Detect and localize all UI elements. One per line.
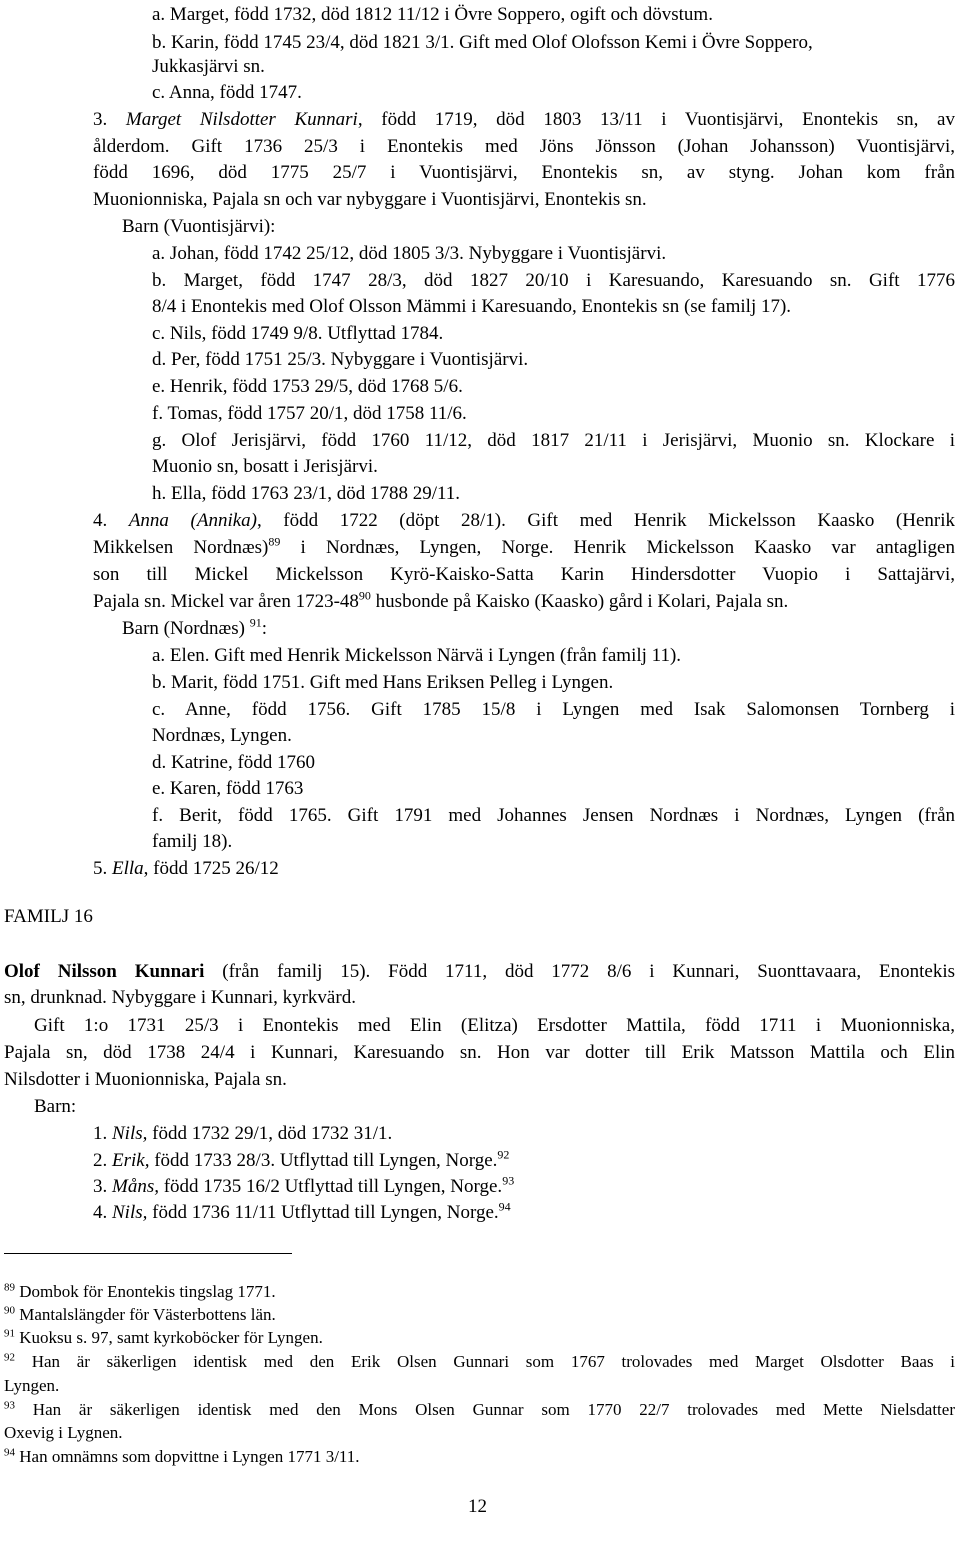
text-line xyxy=(34,1094,76,1120)
text-span: Kuoksu s. 97, samt kyrkoböcker för Lyngen. xyxy=(15,1328,323,1347)
footnote-marker: 93 xyxy=(502,1173,515,1188)
text-span: född 1736 11/11 Utflyttad till Lyngen, Norge. xyxy=(147,1202,499,1223)
text-line xyxy=(93,589,788,615)
text-span: h. Ella, född 1763 23/1, död 1788 29/11. xyxy=(152,483,461,504)
text-span: Muonio sn, bosatt i Jerisjärvi. xyxy=(152,456,378,477)
text-span: c. Nils, född 1749 9/8. Utflyttad 1784. xyxy=(152,323,444,344)
text-span: b. Marget, född 1747 28/3, död 1827 20/10 i Karesuando, Karesuando sn. Gift 1776 xyxy=(152,270,955,291)
text-span: Nils, xyxy=(112,1123,148,1144)
text-line xyxy=(93,1200,511,1226)
text-line xyxy=(152,803,955,829)
text-span: Han är säkerligen identisk med den Erik Olsen Gunnari som 1767 trolovades med Marget Olsdotter Baas i xyxy=(15,1352,955,1371)
text-span: Lyngen. xyxy=(4,1376,60,1395)
text-line xyxy=(93,187,647,213)
text-span: född 1735 16/2 Utflyttad till Lyngen, Norge. xyxy=(158,1176,503,1197)
footnote-marker: 91 xyxy=(249,615,262,630)
text-line xyxy=(4,959,955,985)
footnote-marker: 94 xyxy=(4,1446,15,1459)
text-line xyxy=(152,347,528,373)
footnote-line xyxy=(4,1399,955,1421)
text-span: Marget Nilsdotter Kunnari xyxy=(125,109,358,130)
text-span: Nils, xyxy=(112,1202,148,1223)
footnote-line xyxy=(4,1375,59,1397)
text-line xyxy=(152,670,613,696)
text-span: Jukkasjärvi sn. xyxy=(152,56,265,77)
footnote-marker: 90 xyxy=(4,1304,15,1317)
text-span: Han är säkerligen identisk med den Mons Olsen Gunnar som 1770 22/7 trolovades med Mette Nielsdatter xyxy=(15,1400,955,1419)
text-line xyxy=(93,1174,514,1200)
text-span: Barn (Vuontisjärvi): xyxy=(122,216,276,237)
text-span: familj 18). xyxy=(152,831,233,852)
text-span: Måns, xyxy=(112,1176,159,1197)
footnote-line xyxy=(4,1281,276,1303)
text-span: Nordnæs, Lyngen. xyxy=(152,725,292,746)
text-line xyxy=(152,294,791,320)
text-span: 2. xyxy=(93,1150,112,1171)
text-line xyxy=(152,454,378,480)
text-span: son till Mickel Mickelsson Kyrö-Kaisko-Satta Karin Hindersdotter Vuopio i Sattajärvi, xyxy=(93,564,955,585)
text-span: sn, drunknad. Nybyggare i Kunnari, kyrkvärd. xyxy=(4,987,356,1008)
text-span: 3. xyxy=(93,109,126,130)
text-line xyxy=(122,616,267,642)
text-span: , född 1722 (döpt 28/1). Gift med Henrik Mickelsson Kaasko (Henrik xyxy=(256,510,956,531)
text-span: c. Anne, född 1756. Gift 1785 15/8 i Lyngen med Isak Salomonsen Tornberg i xyxy=(152,699,955,720)
text-span: född 1733 28/3. Utflyttad till Lyngen, Norge. xyxy=(149,1150,498,1171)
text-line xyxy=(152,829,232,855)
text-line xyxy=(152,54,265,80)
text-span: f. Berit, född 1765. Gift 1791 med Johannes Jensen Nordnæs i Nordnæs, Lyngen (från xyxy=(152,805,955,826)
text-span: b. Karin, född 1745 23/4, död 1821 3/1. Gift med Olof Olofsson Kemi i Övre Soppero, xyxy=(152,32,813,53)
text-line xyxy=(152,481,460,507)
footnote-line xyxy=(4,1304,276,1326)
text-span: d. Katrine, född 1760 xyxy=(152,752,316,773)
text-line xyxy=(93,107,955,133)
text-line xyxy=(152,697,955,723)
footnote-marker: 93 xyxy=(4,1399,15,1412)
text-span: Dombok för Enontekis tingslag 1771. xyxy=(15,1282,276,1301)
text-line xyxy=(152,2,713,28)
text-span: e. Karen, född 1763 xyxy=(152,778,304,799)
text-span: a. Marget, född 1732, död 1812 11/12 i Övre Soppero, ogift och dövstum. xyxy=(152,4,713,25)
text-line xyxy=(152,268,955,294)
text-span: Mikkelsen Nordnæs) xyxy=(93,537,269,558)
text-line xyxy=(93,508,955,534)
text-span: e. Henrik, född 1753 29/5, död 1768 5/6. xyxy=(152,376,463,397)
text-span: Nilsdotter i Muonionniska, Pajala sn. xyxy=(4,1069,287,1090)
text-span: : xyxy=(261,618,267,639)
text-line xyxy=(152,241,666,267)
text-line xyxy=(152,321,443,347)
text-line xyxy=(152,401,467,427)
text-line xyxy=(4,1040,955,1066)
text-span: f. Tomas, född 1757 20/1, död 1758 11/6. xyxy=(152,403,467,424)
footnote-line xyxy=(4,1327,323,1349)
text-span: 3. xyxy=(93,1176,112,1197)
text-span: 1. xyxy=(93,1123,112,1144)
text-line xyxy=(152,776,303,802)
text-span: (från familj 15). Född 1711, död 1772 8/6 i Kunnari, Suonttavaara, Enontekis xyxy=(204,961,955,982)
text-span: , född 1725 26/12 xyxy=(143,858,279,879)
footnote-marker: 89 xyxy=(268,534,281,549)
text-line xyxy=(152,80,302,106)
text-span: Erik, xyxy=(112,1150,150,1171)
text-span: Barn: xyxy=(34,1096,77,1117)
text-span: Anna (Annika) xyxy=(128,510,257,531)
text-span: , född 1719, död 1803 13/11 i Vuontisjärvi, Enontekis sn, av xyxy=(357,109,955,130)
family-heading: FAMILJ 16 xyxy=(4,906,93,927)
footnote-marker: 94 xyxy=(498,1199,511,1214)
text-line xyxy=(152,723,292,749)
footnote-marker: 92 xyxy=(497,1147,510,1162)
text-span: g. Olof Jerisjärvi, född 1760 11/12, död 1817 21/11 i Jerisjärvi, Muonio sn. Klockare i xyxy=(152,430,955,451)
text-span: Gift 1:o 1731 25/3 i Enontekis med Elin (Elitza) Ersdotter Mattila, född 1711 i Muonionniska, xyxy=(34,1015,955,1036)
text-line xyxy=(4,985,356,1011)
text-span: Pajala sn. Mickel var åren 1723-48 xyxy=(93,591,359,612)
text-line xyxy=(152,643,681,669)
text-span: 8/4 i Enontekis med Olof Olsson Mämmi i Karesuando, Enontekis sn (se familj 17). xyxy=(152,296,792,317)
text-line xyxy=(93,535,955,561)
text-line xyxy=(93,160,955,186)
text-span: Mantalslängder för Västerbottens län. xyxy=(15,1305,276,1324)
text-line xyxy=(93,856,279,882)
text-span: Muonionniska, Pajala sn och var nybyggare i Vuontisjärvi, Enontekis sn. xyxy=(93,189,647,210)
text-span: 4. xyxy=(93,1202,112,1223)
text-span: d. Per, född 1751 25/3. Nybyggare i Vuontisjärvi. xyxy=(152,349,529,370)
text-line xyxy=(93,562,955,588)
page-number: 12 xyxy=(468,1496,487,1517)
footnote-marker: 91 xyxy=(4,1327,15,1340)
text-line xyxy=(152,30,813,56)
text-span: född 1696, död 1775 25/7 i Vuontisjärvi, Enontekis sn, av styng. Johan kom från xyxy=(93,162,955,183)
footnote-line xyxy=(4,1422,123,1444)
footnote-line xyxy=(4,1446,360,1468)
text-span: ålderdom. Gift 1736 25/3 i Enontekis med Jöns Jönsson (Johan Johansson) Vuontisjärvi, xyxy=(93,136,955,157)
text-line xyxy=(34,1013,955,1039)
text-span: a. Johan, född 1742 25/12, död 1805 3/3. Nybyggare i Vuontisjärvi. xyxy=(152,243,667,264)
text-span: 4. xyxy=(93,510,129,531)
text-span: c. Anna, född 1747. xyxy=(152,82,302,103)
footnote-marker: 92 xyxy=(4,1351,15,1364)
text-span: 5. xyxy=(93,858,112,879)
text-line xyxy=(93,1148,509,1174)
text-line xyxy=(93,1121,392,1147)
text-line xyxy=(4,1067,287,1093)
footnote-separator xyxy=(4,1253,292,1254)
text-line xyxy=(152,750,315,776)
text-line xyxy=(152,428,955,454)
text-span: Han omnämns som dopvittne i Lyngen 1771 3/11. xyxy=(15,1447,360,1466)
text-line xyxy=(122,214,275,240)
text-span: i Nordnæs, Lyngen, Norge. Henrik Mickelsson Kaasko var antagligen xyxy=(280,537,955,558)
text-span: Ella xyxy=(112,858,144,879)
text-span: husbonde på Kaisko (Kaasko) gård i Kolari, Pajala sn. xyxy=(370,591,789,612)
text-span: b. Marit, född 1751. Gift med Hans Eriksen Pelleg i Lyngen. xyxy=(152,672,614,693)
text-span: Pajala sn, död 1738 24/4 i Kunnari, Karesuando sn. Hon var dotter till Erik Matsson Mattila och Elin xyxy=(4,1042,955,1063)
text-line xyxy=(93,134,955,160)
text-span: Oxevig i Lygnen. xyxy=(4,1423,123,1442)
footnote-marker: 90 xyxy=(358,588,371,603)
text-span: Olof Nilsson Kunnari xyxy=(4,961,205,982)
footnote-line xyxy=(4,1351,955,1373)
footnote-marker: 89 xyxy=(4,1281,15,1294)
text-span: a. Elen. Gift med Henrik Mickelsson Närvä i Lyngen (från familj 11). xyxy=(152,645,682,666)
text-line xyxy=(152,374,463,400)
text-span: född 1732 29/1, död 1732 31/1. xyxy=(147,1123,393,1144)
text-span: Barn (Nordnæs) xyxy=(122,618,250,639)
